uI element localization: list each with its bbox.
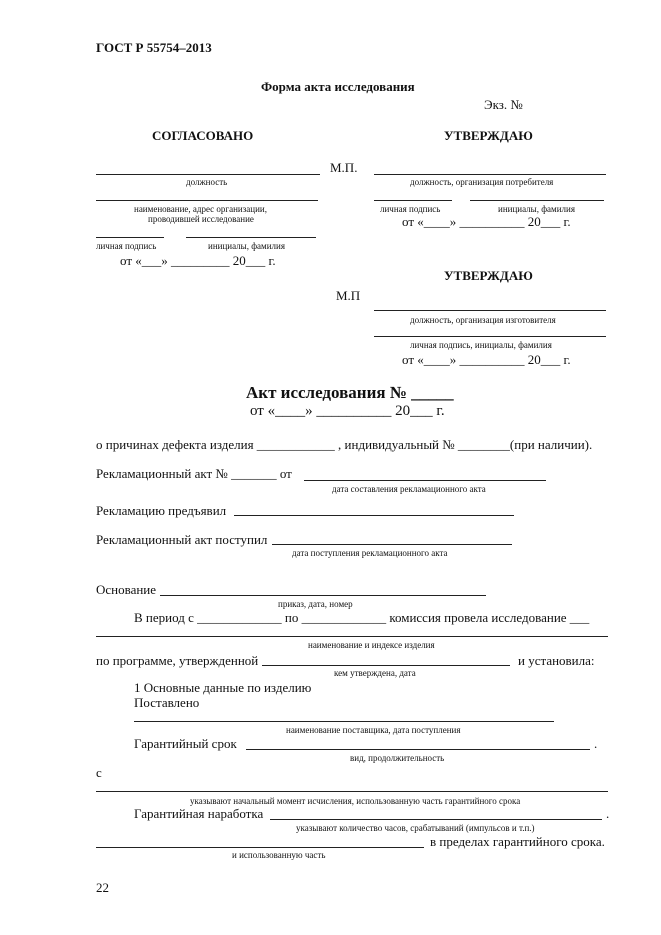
claim-act-label: Рекламационный акт № _______ от [96, 466, 292, 481]
manufacturer-signature-line [374, 336, 606, 337]
basis-label: Основание [96, 582, 157, 597]
used-part-line [96, 847, 424, 848]
claim-received-label: Рекламационный акт поступил [96, 532, 268, 547]
act-date: от «____» __________ 20___ г. [250, 403, 445, 419]
position-line [96, 174, 320, 175]
consumer-initials-line [470, 200, 604, 201]
warranty-runtime-label: Гарантийная наработка [134, 806, 264, 821]
signature-line [96, 237, 164, 238]
copy-number: Экз. № [484, 97, 523, 112]
consumer-signature-line [374, 200, 452, 201]
date-consumer: от «____» __________ 20___ г. [402, 214, 571, 229]
stamp-place: М.П. [330, 160, 358, 175]
org-line [96, 200, 318, 201]
defect-line: о причинах дефекта изделия ____________ , индивидуальный № ________(при наличии). [96, 437, 593, 452]
supplier-caption: наименование поставщика, дата поступления [286, 725, 461, 735]
form-title: Форма акта исследования [261, 79, 415, 94]
consumer-position-line [374, 174, 606, 175]
warranty-caption: вид, продолжительность [350, 753, 445, 763]
consumer-position-caption: должность, организация потребителя [410, 177, 554, 187]
warranty-line [246, 749, 590, 750]
manufacturer-signature-caption: личная подпись, инициалы, фамилия [410, 340, 552, 350]
product-caption: наименование и индексе изделия [308, 640, 435, 650]
consumer-signature-caption: личная подпись [380, 204, 441, 214]
agreed-title: СОГЛАСОВАНО [152, 128, 254, 143]
program-end: и установила: [518, 653, 595, 668]
claim-received-line [272, 544, 512, 545]
program-line [262, 665, 510, 666]
claim-received-caption: дата поступления рекламационного акта [292, 548, 448, 558]
consumer-initials-caption: инициалы, фамилия [498, 204, 575, 214]
runtime-period: . [606, 806, 610, 821]
program-label: по программе, утвержденной [96, 653, 259, 668]
within-warranty: в пределах гарантийного срока. [430, 834, 605, 849]
claim-act-caption: дата составления рекламационного акта [332, 484, 486, 494]
claim-presented-label: Рекламацию предъявил [96, 503, 227, 518]
basis-line [160, 595, 486, 596]
approve-title-manufacturer: УТВЕРЖДАЮ [444, 268, 533, 283]
period-line: В период с _____________ по _____________ комиссия провела исследование ___ [134, 610, 590, 625]
page-number: 22 [96, 880, 109, 895]
signature-caption: личная подпись [96, 241, 157, 251]
runtime-caption: указывают количество часов, срабатываний (импульсов и т.п.) [296, 823, 535, 833]
supplier-line [134, 721, 554, 722]
initials-caption: инициалы, фамилия [208, 241, 285, 251]
warranty-period: . [594, 736, 598, 751]
initials-line [186, 237, 316, 238]
date-manufacturer: от «____» __________ 20___ г. [402, 352, 571, 367]
used-part-caption: и использованную часть [232, 850, 326, 860]
date-left: от «___» _________ 20___ г. [120, 253, 276, 268]
manufacturer-position-line [374, 310, 606, 311]
standard-header: ГОСТ Р 55754–2013 [96, 40, 212, 55]
claim-act-date-line [304, 480, 546, 481]
warranty-label: Гарантийный срок [134, 736, 237, 751]
act-title: Акт исследования № _____ [246, 383, 454, 402]
program-caption: кем утверждена, дата [334, 668, 416, 678]
manufacturer-position-caption: должность, организация изготовителя [410, 315, 556, 325]
supplied-label: Поставлено [134, 695, 200, 710]
warranty-start-line [96, 791, 608, 792]
basis-caption: приказ, дата, номер [278, 599, 353, 609]
warranty-start-caption: указывают начальный момент исчисления, использованную часть гарантийного срока [190, 796, 521, 806]
runtime-line [270, 819, 602, 820]
claim-presented-line [234, 515, 514, 516]
org-caption-1: наименование, адрес организации, [134, 204, 267, 214]
approve-title-consumer: УТВЕРЖДАЮ [444, 128, 533, 143]
from-label: с [96, 765, 102, 780]
position-caption: должность [186, 177, 228, 187]
org-caption-2: проводившей исследование [148, 214, 254, 224]
stamp-place-2: М.П [336, 288, 361, 303]
product-line [96, 636, 608, 637]
section-1-title: 1 Основные данные по изделию [134, 680, 312, 695]
